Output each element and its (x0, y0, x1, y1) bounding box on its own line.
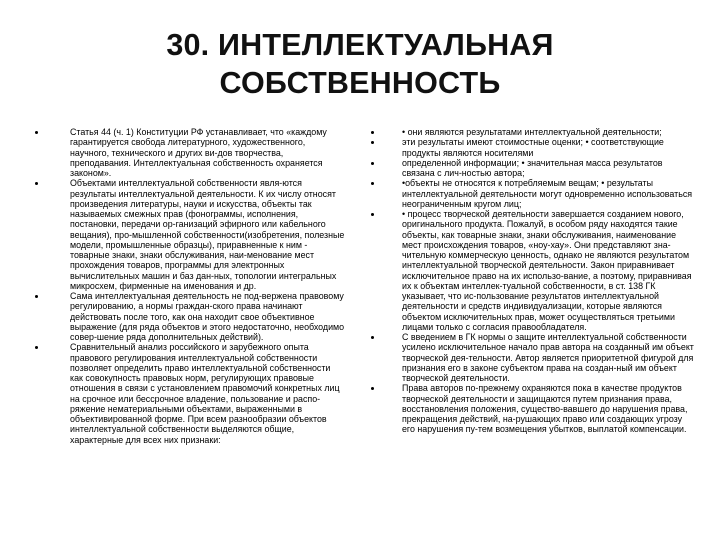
right-bullet-item (365, 383, 695, 434)
right-bullet-text: С введением в ГК нормы о защите интеллектуальной собственности усилено исключительное начало прав автора на созданный им объект творческой дея-тельности. Автор является приоритетной фигурой для признания его в законе субъектом права на создан-ный им объект творческой деятельности. (402, 332, 694, 383)
left-bullet-list (35, 127, 345, 445)
left-bullet-text: Объектами интеллектуальной собственности явля-ются результаты интеллектуальной деятельности. К их числу относят произведения литературы, науки и искусства, объекты так называемых смежных прав (фонограммы, исполнения, постановки, передачи ор-ганизаций эфирного или кабельного вещания), про-мышленной собственности(изобретения, полезные модели, промышленные образцы), приравненные к ним - товарные знаки, знаки обслуживания, наи-менование мест прохождения товаров, программы для электронных вычислительных машин и баз дан-ных, топологии интегральных микросхем, фирменные на именования и др. (70, 178, 345, 291)
bullet-icon (35, 295, 38, 298)
left-bullet-item (35, 178, 345, 291)
bullet-icon (371, 336, 374, 339)
right-bullet-text: определенной информации; • значительная масса результатов связана с лич-ностью автора; (402, 157, 663, 178)
right-column (365, 127, 695, 435)
bullet-icon (371, 182, 374, 185)
right-bullet-text: эти результаты имеют стоимостные оценки; • соответствующие продукты являются носителями (402, 137, 664, 158)
bullet-icon (371, 387, 374, 390)
right-bullet-item (365, 178, 695, 209)
right-bullet-text: • процесс творческой деятельности завершается созданием нового, оригинального продукта. Пожалуй, в особом ряду находятся такие объекты, как товарные знаки, знаки обслуживания, наименование мест происхождения товаров, «ноу-хау». Они представляют зна-чительную коммерческую ценность, однако не являются результатом интеллектуальной творческой деятельности. Закон приравнивает исключительное право на их использо-вание, а поэтому, приравнивая их к объектам интеллек-туальной собственности, в ст. 138 ГК указывает, что ис-пользование результатов интеллектуальной деятельности и средств индивидуализации, которые являются объектом исключительных прав, может осуществляться третьими лицами только с согласия правообладателя. (402, 209, 692, 332)
bullet-icon (35, 131, 38, 134)
bullet-icon (371, 141, 374, 144)
slide-title-line-1: 30. ИНТЕЛЛЕКТУАЛЬНАЯ (166, 28, 554, 62)
right-bullet-item (365, 158, 695, 179)
left-column (35, 127, 345, 445)
right-bullet-item (365, 209, 695, 332)
right-bullet-text: • они являются результатами интеллектуальной деятельности; (402, 127, 662, 137)
left-bullet-item (35, 291, 345, 342)
left-bullet-text: Сама интеллектуальная деятельность не под-вержена правовому регулированию, а нормы граждан-ского права начинают действовать после того, как она находит свое объективное выражение (для ряда объектов и этого недостаточно, необходимо совер-шение ряда дополнительных действий). (70, 291, 345, 342)
right-bullet-text: Права авторов по-прежнему охраняются пока в качестве продуктов творческой деятельности и защищаются путем признания права, восстановления положения, существо-вавшего до нарушения права, прекращения действий, на-рушающих право или создающих угрозу его нарушения пу-тем возмещения убытков, выплатой компенсации. (402, 383, 688, 435)
bullet-icon (35, 182, 38, 185)
left-bullet-item (35, 342, 345, 445)
slide-title (0, 26, 720, 102)
bullet-icon (371, 213, 374, 216)
left-bullet-text: Сравнительный анализ российского и зарубежного опыта правового регулирования интеллектуальной собственности позволяет определить право интеллектуальной собственности как совокупность правовых норм, регулирующих правовые отношения в связи с установлением правомочий конкретных лиц на срочное или бессрочное владение, пользование и распо-ряжение нематериальными объектами, выраженными в объективированной форме. При всем разнообразии объектов интеллектуальной собственности выделяются общие, характерные для всех них признаки: (70, 342, 340, 445)
right-bullet-item (365, 332, 695, 383)
right-bullet-item (365, 137, 695, 158)
left-bullet-text: Статья 44 (ч. 1) Конституции РФ устанавливает, что «каждому гарантируется свобода литературного, художественного, научного, технического и других ви-дов творчества, преподавания. Интеллектуальная собственность охраняется законом». (70, 127, 327, 178)
bullet-icon (371, 131, 374, 134)
bullet-icon (35, 346, 38, 349)
right-bullet-list (365, 127, 695, 435)
right-bullet-item (365, 127, 695, 137)
right-bullet-text: •объекты не относятся к потребляемым вещам; • результаты интеллектуальной деятельности могут одновременно использоваться неограниченным кругом лиц; (402, 178, 693, 209)
bullet-icon (371, 162, 374, 165)
left-bullet-item (35, 127, 345, 178)
slide-title-line-2: СОБСТВЕННОСТЬ (219, 66, 501, 100)
